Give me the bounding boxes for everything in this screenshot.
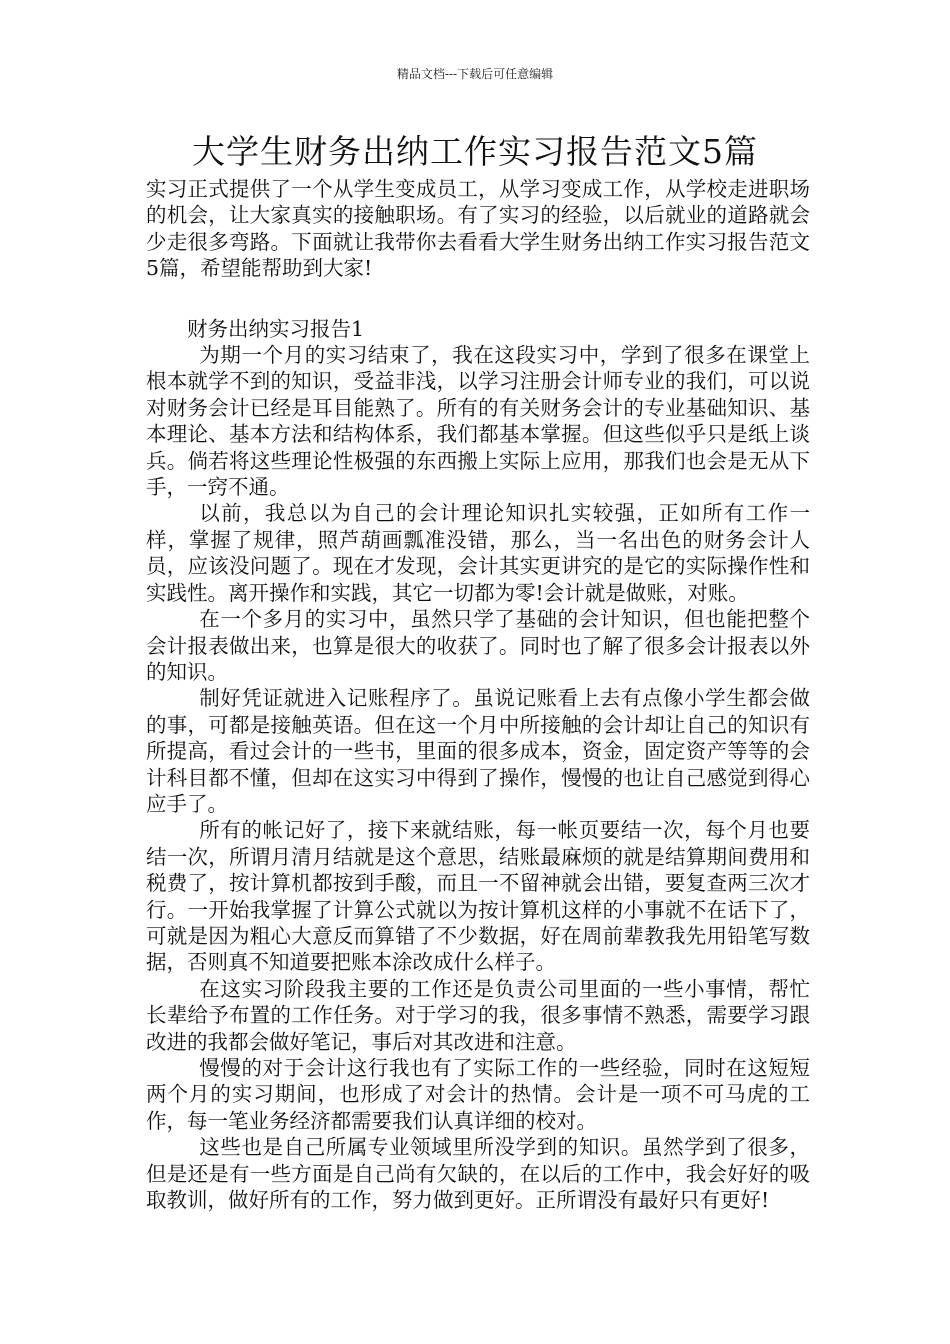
body-paragraph-5: 所有的帐记好了，接下来就结账，每一帐页要结一次，每个月也要结一次，所谓月清月结就是这个意思，结账最麻烦的就是结算期间费用和税费了，按计算机都按到手酸，而且一不留神就会出错，要复查两三次才行。一开始我掌握了计算公式就以为按计算机这样的小事就不在话下了，可就是因为粗心大意反而算错了不少数据，好在周前辈教我先用铅笔写数据，否则真不知道要把账本涂改成什么样子。: [146, 818, 810, 975]
document-body: [146, 176, 810, 1213]
body-paragraph-1: 为期一个月的实习结束了，我在这段实习中，学到了很多在课堂上根本就学不到的知识，受益非浅，以学习注册会计师专业的我们，可以说对财务会计已经是耳目能熟了。所有的有关财务会计的专业基础知识、基本理论、基本方法和结构体系，我们都基本掌握。但这些似乎只是纸上谈兵。倘若将这些理论性极强的东西搬上实际上应用，那我们也会是无从下手，一窍不通。: [146, 343, 810, 500]
body-paragraph-6: 在这实习阶段我主要的工作还是负责公司里面的一些小事情，帮忙长辈给予布置的工作任务。对于学习的我，很多事情不熟悉，需要学习跟改进的我都会做好笔记，事后对其改进和注意。: [146, 976, 810, 1054]
header-note: 精品文档---下载后可任意编辑: [396, 67, 554, 81]
body-paragraph-7: 慢慢的对于会计这行我也有了实际工作的一些经验，同时在这短短两个月的实习期间，也形成了对会计的热情。会计是一项不可马虎的工作，每一笔业务经济都需要我们认真详细的校对。: [146, 1056, 810, 1133]
paragraph-spacer: [146, 282, 810, 316]
document-title: 大学生财务出纳工作实习报告范文5篇: [192, 132, 758, 171]
intro-paragraph: 实习正式提供了一个从学生变成员工，从学习变成工作，从学校走进职场的机会，让大家真实的接触职场。有了实习的经验，以后就业的道路就会少走很多弯路。下面就让我带你去看看大学生财务出纳工作实习报告范文5篇，希望能帮助到大家!: [146, 177, 810, 281]
body-paragraph-4: 制好凭证就进入记账程序了。虽说记账看上去有点像小学生都会做的事，可都是接触英语。但在这一个月中所接触的会计却让自己的知识有所提高，看过会计的一些书，里面的很多成本，资金，固定资产等等的会计科目都不懂，但却在这实习中得到了操作，慢慢的也让自己感觉到得心应手了。: [146, 686, 810, 816]
body-paragraph-2: 以前，我总以为自己的会计理论知识扎实较强，正如所有工作一样，掌握了规律，照芦葫画瓢准没错，那么，当一名出色的财务会计人员，应该没问题了。现在才发现，会计其实更讲究的是它的实际操作性和实践性。离开操作和实践，其它一切都为零!会计就是做账，对账。: [146, 501, 810, 605]
body-paragraph-3: 在一个多月的实习中，虽然只学了基础的会计知识，但也能把整个会计报表做出来，也算是很大的收获了。同时也了解了很多会计报表以外的知识。: [146, 607, 810, 684]
body-paragraph-8: 这些也是自己所属专业领域里所没学到的知识。虽然学到了很多，但是还是有一些方面是自己尚有欠缺的，在以后的工作中，我会好好的吸取教训，做好所有的工作，努力做到更好。正所谓没有最好只有更好!: [146, 1135, 810, 1213]
section-heading: 财务出纳实习报告1: [187, 316, 365, 341]
